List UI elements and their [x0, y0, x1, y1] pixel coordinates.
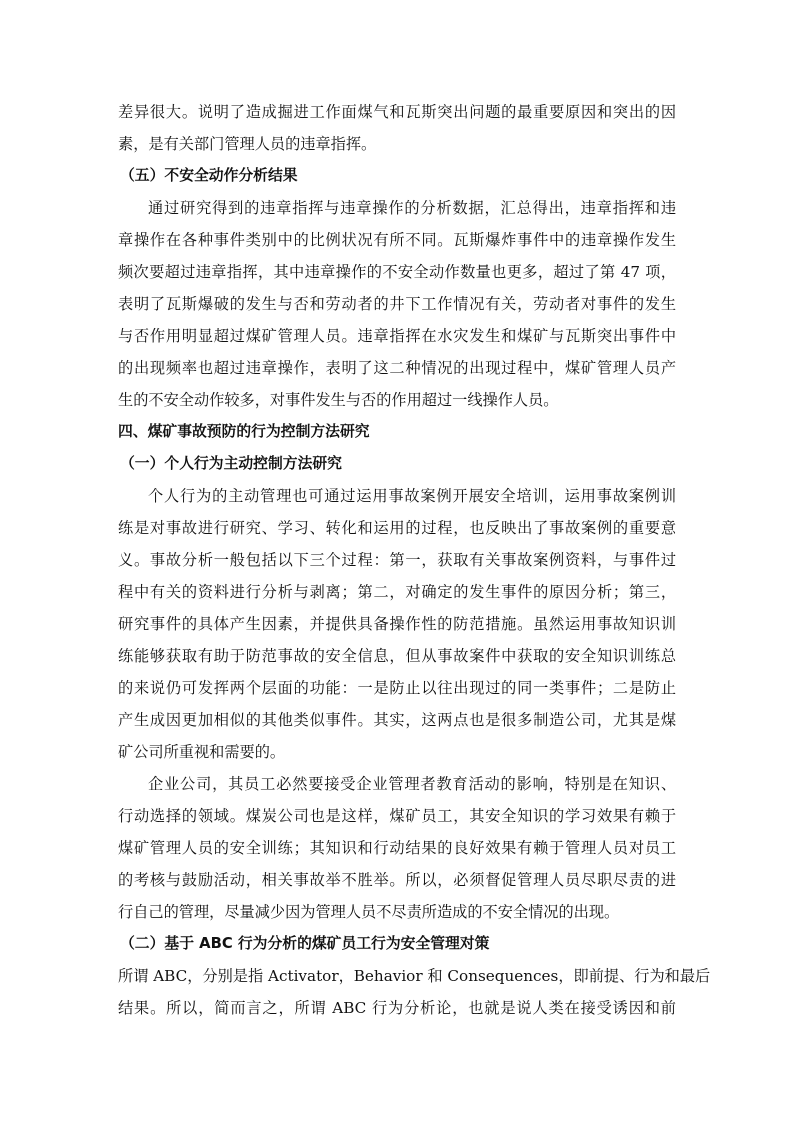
- text-line: 练能够获取有助于防范事故的安全信息，但从事故案件中获取的安全知识训练总: [118, 647, 676, 665]
- text-line: 义。事故分析一般包括以下三个过程：第一，获取有关事故案例资料，与事件过: [118, 551, 676, 569]
- paragraph-individual-control: [118, 480, 676, 768]
- section-heading-2: （二）基于 ABC 行为分析的煤矿员工行为安全管理对策: [120, 935, 490, 952]
- paragraph-continuation: [118, 96, 676, 160]
- text-line: 通过研究得到的违章指挥与违章操作的分析数据，汇总得出，违章指挥和违: [148, 199, 676, 217]
- text-line: 差异很大。说明了造成掘进工作面煤气和瓦斯突出问题的最重要原因和突出的因: [118, 103, 676, 121]
- text-line: 频次要超过违章指挥，其中违章操作的不安全动作数量也更多，超过了第 47 项，: [118, 263, 676, 281]
- chapter-heading-4: 四、煤矿事故预防的行为控制方法研究: [118, 423, 370, 440]
- text-line: 素，是有关部门管理人员的违章指挥。: [118, 135, 377, 153]
- section-heading-5: （五）不安全动作分析结果: [120, 167, 298, 184]
- text-line: 所谓 ABC，分别是指 Activator，Behavior 和 Consequences，即前提、行为和最后: [118, 967, 711, 985]
- text-line: 煤矿管理人员的安全训练；其知识和行动结果的良好效果有赖于管理人员对员工: [118, 839, 676, 857]
- text-line: 的来说仍可发挥两个层面的功能：一是防止以往出现过的同一类事件；二是防止: [118, 679, 676, 697]
- paragraph-enterprise-management: [118, 768, 676, 928]
- paragraph-unsafe-action-analysis: [118, 192, 676, 416]
- section-heading-1: （一）个人行为主动控制方法研究: [120, 455, 342, 472]
- text-line: 与否作用明显超过煤矿管理人员。违章指挥在水灾发生和煤矿与瓦斯突出事件中: [118, 327, 676, 345]
- text-line: 产生成因更加相似的其他类似事件。其实，这两点也是很多制造公司，尤其是煤: [118, 711, 676, 729]
- text-line: 行动选择的领域。煤炭公司也是这样，煤矿员工，其安全知识的学习效果有赖于: [118, 807, 676, 825]
- text-line: 行自己的管理，尽量减少因为管理人员不尽责所造成的不安全情况的出现。: [118, 903, 620, 921]
- text-line: 研究事件的具体产生因素，并提供具备操作性的防范措施。虽然运用事故知识训: [118, 615, 676, 633]
- text-line: 生的不安全动作较多，对事件发生与否的作用超过一线操作人员。: [118, 391, 559, 409]
- text-line: 的考核与鼓励活动，相关事故举不胜举。所以，必须督促管理人员尽职尽责的进: [118, 871, 676, 889]
- text-line: 矿公司所重视和需要的。: [118, 743, 286, 761]
- text-line: 练是对事故进行研究、学习、转化和运用的过程，也反映出了事故案例的重要意: [118, 519, 676, 537]
- text-line: 结果。所以，简而言之，所谓 ABC 行为分析论，也就是说人类在接受诱因和前: [118, 999, 676, 1017]
- paragraph-abc-analysis: [118, 960, 711, 1024]
- text-line: 个人行为的主动管理也可通过运用事故案例开展安全培训，运用事故案例训: [148, 487, 676, 505]
- text-line: 章操作在各种事件类别中的比例状况有所不同。瓦斯爆炸事件中的违章操作发生: [118, 231, 676, 249]
- text-line: 程中有关的资料进行分析与剥离；第二，对确定的发生事件的原因分析；第三，: [118, 583, 676, 601]
- document-body: [118, 96, 711, 1024]
- text-line: 企业公司，其员工必然要接受企业管理者教育活动的影响，特别是在知识、: [148, 775, 676, 793]
- text-line: 的出现频率也超过违章操作，表明了这二种情况的出现过程中，煤矿管理人员产: [118, 359, 676, 377]
- text-line: 表明了瓦斯爆破的发生与否和劳动者的井下工作情况有关，劳动者对事件的发生: [118, 295, 676, 313]
